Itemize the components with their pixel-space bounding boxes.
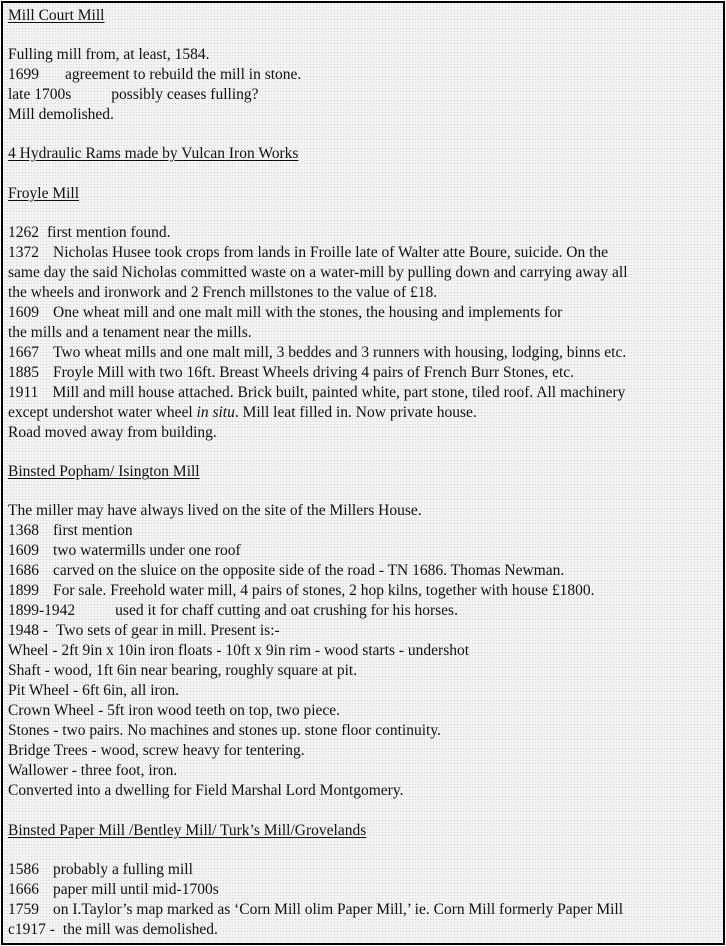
dated-line <box>8 85 259 105</box>
text-line: same day the said Nicholas committed waste on a water-mill by pulling down and carrying away all <box>8 264 628 281</box>
entry-text: used it for chaff cutting and oat crushing for his horses. <box>115 602 458 619</box>
dated-line <box>8 581 595 601</box>
dated-line <box>8 880 219 900</box>
text-line: Crown Wheel - 5ft iron wood teeth on top, two piece. <box>8 702 341 719</box>
year: 1609 <box>8 542 39 559</box>
year: 1948 - <box>8 622 49 639</box>
entry-text: For sale. Freehold water mill, 4 pairs of stones, 2 hop kilns, together with house £1800. <box>53 582 595 599</box>
dated-line <box>8 65 301 85</box>
entry-text: . Mill leat filled in. Now private house. <box>234 404 477 421</box>
entry-text: Nicholas Husee took crops from lands in Froille late of Walter atte Boure, suicide. On the <box>53 244 609 261</box>
entry-text: Two wheat mills and one malt mill, 3 beddes and 3 runners with housing, lodging, binns etc. <box>53 344 627 361</box>
year: 1368 <box>8 522 39 539</box>
dated-line <box>8 541 241 561</box>
year: 1686 <box>8 562 39 579</box>
heading-binsted-popham-isington-mill: Binsted Popham/ Isington Mill <box>8 463 200 480</box>
year: c1917 - <box>8 921 55 938</box>
heading-froyle-mill: Froyle Mill <box>8 185 80 202</box>
dated-line <box>8 343 626 363</box>
dated-line <box>8 223 171 243</box>
dated-line <box>8 521 133 541</box>
text-line: Road moved away from building. <box>8 424 217 441</box>
entry-text: except undershot water wheel <box>8 404 197 421</box>
entry-text: carved on the sluice on the opposite side of the road - TN 1686. Thomas Newman. <box>53 562 565 579</box>
year: 1699 <box>8 66 39 83</box>
year: 1885 <box>8 364 39 381</box>
entry-text: agreement to rebuild the mill in stone. <box>65 66 302 83</box>
dated-line <box>8 920 218 940</box>
entry-text: Froyle Mill with two 16ft. Breast Wheels driving 4 pairs of French Burr Stones, etc. <box>53 364 575 381</box>
text-line: Stones - two pairs. No machines and stones up. stone floor continuity. <box>8 722 441 739</box>
year: 1911 <box>8 384 39 401</box>
entry-text: One wheat mill and one malt mill with the stones, the housing and implements for <box>53 304 563 321</box>
heading-binsted-paper-mill: Binsted Paper Mill /Bentley Mill/ Turk’s Mill/Grovelands <box>8 822 367 839</box>
text-line: Fulling mill from, at least, 1584. <box>8 46 210 63</box>
entry-text: the mill was demolished. <box>62 921 218 938</box>
entry-text: probably a fulling mill <box>53 861 193 878</box>
year: 1899-1942 <box>8 602 76 619</box>
entry-text: on I.Taylor’s map marked as ‘Corn Mill olim Paper Mill,’ ie. Corn Mill formerly Paper Mill <box>53 901 624 918</box>
document-page <box>1 1 725 945</box>
entry-text: Mill and mill house attached. Brick built, painted white, part stone, tiled roof. All machinery <box>52 384 626 401</box>
entry-text: two watermills under one roof <box>53 542 241 559</box>
text-line: Bridge Trees - wood, screw heavy for tentering. <box>8 742 305 759</box>
text-line: Wheel - 2ft 9in x 10in iron floats - 10ft x 9in rim - wood starts - undershot <box>8 642 470 659</box>
dated-line <box>8 243 608 263</box>
dated-line <box>8 561 564 581</box>
dated-line <box>8 601 458 621</box>
entry-text: first mention found. <box>47 224 171 241</box>
entry-text: possibly ceases fulling? <box>111 86 259 103</box>
entry-text: paper mill until mid-1700s <box>53 881 219 898</box>
entry-text: first mention <box>53 522 133 539</box>
dated-line <box>8 860 193 880</box>
italic-term: in situ <box>196 404 235 421</box>
dated-line <box>8 900 623 920</box>
year: 1609 <box>8 304 39 321</box>
text-line: the mills and a tenament near the mills. <box>8 324 252 341</box>
heading-hydraulic-rams: 4 Hydraulic Rams made by Vulcan Iron Works <box>8 145 299 162</box>
year: 1667 <box>8 344 39 361</box>
year: 1372 <box>8 244 39 261</box>
year: 1899 <box>8 582 39 599</box>
text-line: Shaft - wood, 1ft 6in near bearing, roughly square at pit. <box>8 662 358 679</box>
year: 1759 <box>8 901 39 918</box>
dated-line <box>8 363 574 383</box>
entry-text: Two sets of gear in mill. Present is:- <box>56 622 280 639</box>
text-line: the wheels and ironwork and 2 French millstones to the value of £18. <box>8 284 438 301</box>
text-line <box>8 403 477 423</box>
text-line: The miller may have always lived on the site of the Millers House. <box>8 502 422 519</box>
year: late 1700s <box>8 86 72 103</box>
year: 1666 <box>8 881 39 898</box>
year: 1586 <box>8 861 39 878</box>
text-line: Mill demolished. <box>8 106 114 123</box>
year: 1262 <box>8 224 39 241</box>
dated-line <box>8 303 562 323</box>
dated-line <box>8 383 625 403</box>
text-line: Wallower - three foot, iron. <box>8 762 178 779</box>
text-line: Pit Wheel - 6ft 6in, all iron. <box>8 682 180 699</box>
text-line: Converted into a dwelling for Field Marshal Lord Montgomery. <box>8 782 404 799</box>
dated-line <box>8 621 280 641</box>
heading-mill-court-mill: Mill Court Mill <box>8 7 105 24</box>
